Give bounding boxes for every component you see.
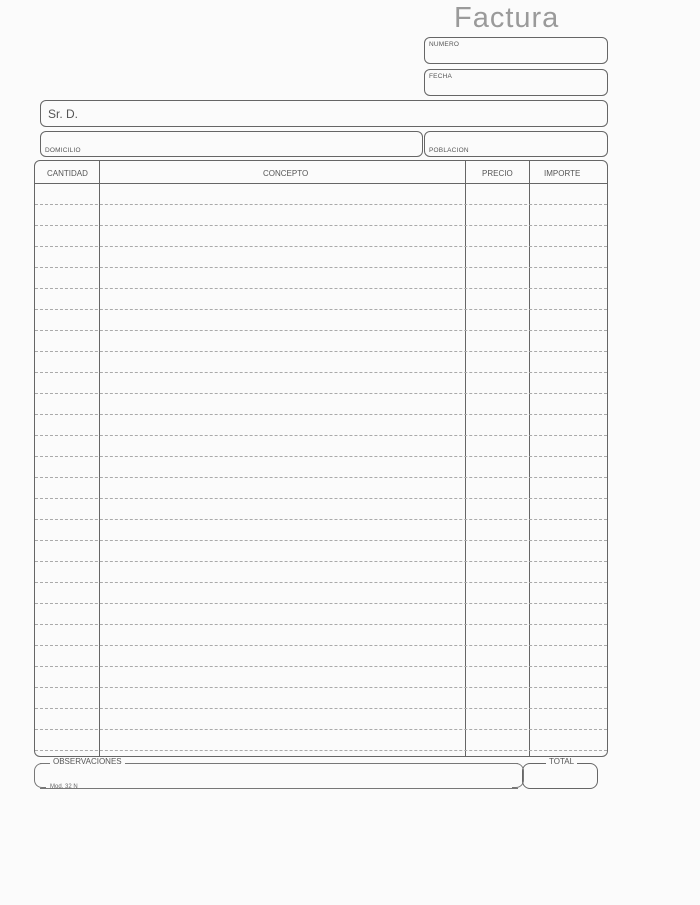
table-row-rule xyxy=(35,582,607,583)
table-row-rule xyxy=(35,645,607,646)
fecha-label: FECHA xyxy=(429,73,453,80)
model-code: Mod. 32 N xyxy=(50,784,78,790)
fecha-field[interactable] xyxy=(424,69,608,96)
total-field[interactable] xyxy=(522,763,598,789)
table-row-rule xyxy=(35,624,607,625)
table-row-rule xyxy=(35,393,607,394)
table-row-rule xyxy=(35,498,607,499)
table-row-rule xyxy=(35,519,607,520)
table-row-rule xyxy=(35,372,607,373)
items-table xyxy=(34,160,608,757)
table-row-rule xyxy=(35,477,607,478)
table-row-rule xyxy=(35,309,607,310)
client-name-field[interactable] xyxy=(40,100,608,127)
table-row-rule xyxy=(35,687,607,688)
col-header-precio: PRECIO xyxy=(482,169,513,178)
poblacion-field[interactable] xyxy=(424,131,608,157)
table-row-rule xyxy=(35,414,607,415)
table-row-rule xyxy=(35,246,607,247)
col-header-importe: IMPORTE xyxy=(544,169,581,178)
table-row-rule xyxy=(35,666,607,667)
table-row-rule xyxy=(35,204,607,205)
observaciones-left-curve xyxy=(34,763,46,788)
col-header-concepto: CONCEPTO xyxy=(263,169,309,178)
table-row-rule xyxy=(35,330,607,331)
table-row-rule xyxy=(35,561,607,562)
domicilio-field[interactable] xyxy=(40,131,423,157)
table-row-rule xyxy=(35,750,607,751)
table-row-rule xyxy=(35,435,607,436)
table-row-rule xyxy=(35,288,607,289)
poblacion-label: POBLACION xyxy=(429,147,469,154)
total-label: TOTAL xyxy=(546,757,577,766)
client-name-label: Sr. D. xyxy=(48,107,79,121)
table-row-rule xyxy=(35,225,607,226)
form-title: Factura xyxy=(454,2,560,34)
table-row-rule xyxy=(35,603,607,604)
table-row-rule xyxy=(35,540,607,541)
col-header-cantidad: CANTIDAD xyxy=(47,169,88,178)
numero-label: NUMERO xyxy=(429,41,460,48)
observaciones-bottom-rule xyxy=(40,788,518,789)
numero-field[interactable] xyxy=(424,37,608,64)
observaciones-label: OBSERVACIONES xyxy=(50,757,125,766)
table-row-rule xyxy=(35,708,607,709)
table-row-rule xyxy=(35,456,607,457)
domicilio-label: DOMICILIO xyxy=(45,147,81,154)
table-row-rule xyxy=(35,267,607,268)
table-row-rule xyxy=(35,729,607,730)
table-row-rule xyxy=(35,351,607,352)
header-rule xyxy=(35,183,607,184)
